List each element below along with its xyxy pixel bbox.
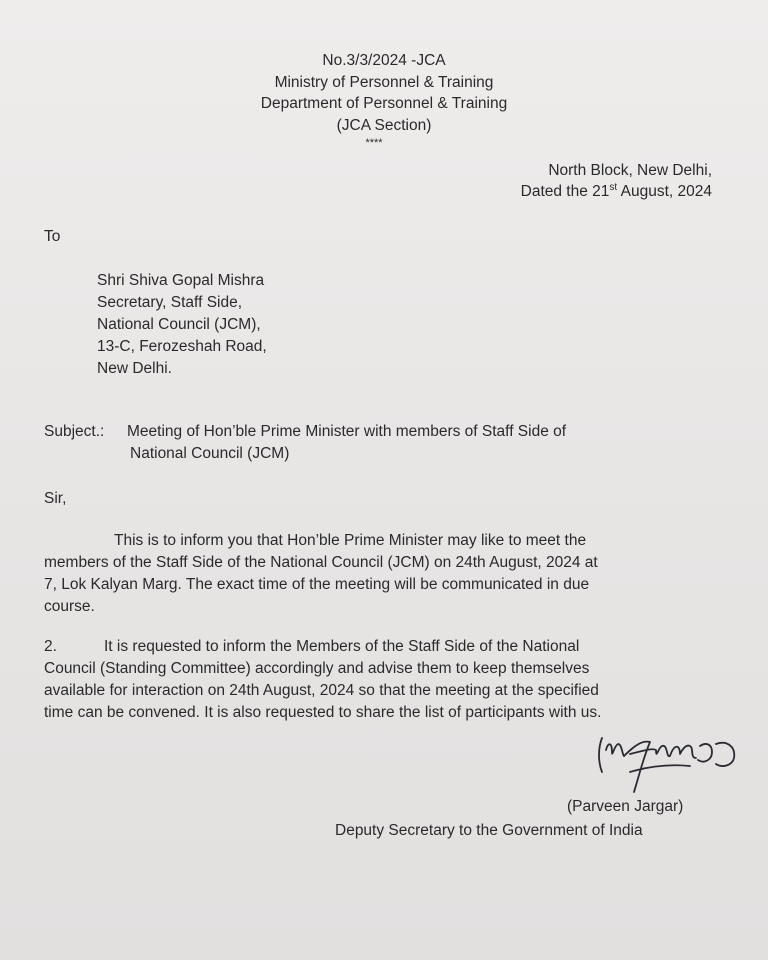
reference-number: No.3/3/2024 -JCA xyxy=(322,52,446,69)
addressee-line: New Delhi. xyxy=(97,360,172,377)
department-name: Department of Personnel & Training xyxy=(260,95,508,112)
paragraph-1-line: course. xyxy=(44,598,95,615)
header-separator: **** xyxy=(365,137,383,149)
addressee-line: Shri Shiva Gopal Mishra xyxy=(97,272,265,289)
signatory-name: (Parveen Jargar) xyxy=(567,798,684,815)
date-line: Dated the 21st August, 2024 xyxy=(520,182,712,200)
subject-label: Subject.: xyxy=(44,423,105,440)
paragraph-2-number: 2. xyxy=(44,638,57,655)
paragraph-1-line: This is to inform you that Hon’ble Prime Minister may like to meet the xyxy=(114,532,587,549)
addressee-line: 13-C, Ferozeshah Road, xyxy=(97,338,267,355)
addressee-line: National Council (JCM), xyxy=(97,316,261,333)
to-label: To xyxy=(44,228,61,245)
subject-line: Meeting of Hon’ble Prime Minister with members of Staff Side of xyxy=(127,423,567,440)
section-name: (JCA Section) xyxy=(336,117,432,134)
signatory-designation: Deputy Secretary to the Government of India xyxy=(335,822,643,839)
ministry-name: Ministry of Personnel & Training xyxy=(274,74,494,91)
place-line: North Block, New Delhi, xyxy=(548,162,712,179)
paragraph-1-line: members of the Staff Side of the National Council (JCM) on 24th August, 2024 at xyxy=(44,554,598,571)
paragraph-2-line: time can be convened. It is also requested to share the list of participants with us. xyxy=(44,704,602,721)
paragraph-1-line: 7, Lok Kalyan Marg. The exact time of the meeting will be communicated in due xyxy=(44,576,590,593)
handwritten-signature xyxy=(590,732,750,804)
subject-line: National Council (JCM) xyxy=(130,445,290,462)
addressee-line: Secretary, Staff Side, xyxy=(97,294,243,311)
paragraph-2-line: It is requested to inform the Members of the Staff Side of the National xyxy=(104,638,580,655)
paragraph-2-line: available for interaction on 24th August, 2024 so that the meeting at the specified xyxy=(44,682,599,699)
paragraph-2-line: Council (Standing Committee) accordingly and advise them to keep themselves xyxy=(44,660,590,677)
salutation: Sir, xyxy=(44,490,67,507)
